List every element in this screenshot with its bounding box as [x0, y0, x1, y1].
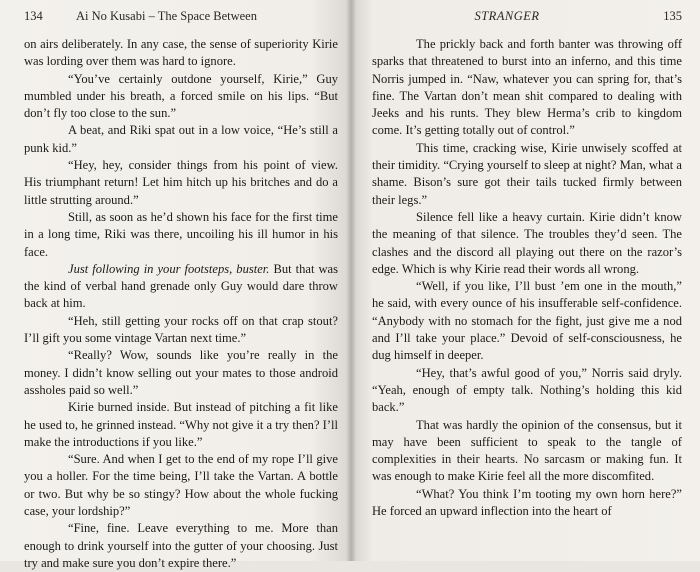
paragraph: The prickly back and forth banter was throwing off sparks that threatened to burst into an inferno, and this time Norris jumped in. “Naw, whatever you can spring for, that’s fine. The Vartan don’t mean shit compared to dealing with Jeeks and his runts. They blew Herma’s crib to kingdom come. It’s getting totally out of control.” [372, 37, 682, 138]
italic-phrase: Just following in your footsteps, buster. [68, 261, 270, 276]
paragraph: “Hey, hey, consider things from his point of view. His triumphant return! Let him hitch up his britches and do a little strutting around.” [24, 158, 338, 207]
paragraph: This time, cracking wise, Kirie unwisely scoffed at their timidity. “Crying yourself to sleep at night? Man, what a shame. Bison’s sure got their tails tucked firmly between their legs.” [372, 140, 683, 207]
paragraph: A beat, and Riki spat out in a low voice, “He’s still a punk kid.” [24, 123, 338, 155]
paragraph: on airs deliberately. In any case, the sense of superiority Kirie was lording over them was hard to ignore. [24, 37, 338, 69]
left-page-header [24, 8, 338, 27]
paragraph: Silence fell like a heavy curtain. Kirie didn’t know the meaning of that silence. The troubles they’d seen. The clashes and the discord all playing out there on the razor’s edge. Which is why Kirie read their words all wrong. [372, 209, 682, 276]
paragraph: “Well, if you like, I’ll bust ’em one in the mouth,” he said, with every ounce of his insufferable self-confidence. “Anybody with no stomach for the fight, just give me a nod and I’ll take your place.” Devoid of self-consciousness, he dug himself in deeper. [372, 279, 682, 363]
right-page [352, 0, 700, 561]
paragraph-text: But that was the kind of verbal hand grenade only Guy would dare throw back at him. [24, 261, 339, 311]
paragraph: Kirie burned inside. But instead of pitching a fit like he used to, he grinned instead. “Why not give it a try then? I’ll make the introductions if you like.” [24, 400, 338, 449]
right-page-body [372, 36, 682, 520]
right-page-header [372, 8, 682, 27]
left-page-body [24, 36, 338, 572]
paragraph: “Fine, fine. Leave everything to me. More than enough to drink yourself into the gutter of your choosing. Just try and make sure you don’t expire there.” [24, 521, 338, 570]
paragraph: “Really? Wow, sounds like you’re really in the money. I didn’t know selling out your mates to those android assholes paid so well.” [24, 348, 338, 397]
paragraph: “Sure. And when I get to the end of my rope I’ll give you a holler. For the time being, I’ll take the Vartan. A bottle or two. But why be so stingy? How about the whole fucking case, your lordship?” [24, 452, 338, 519]
right-running-head: STRANGER [474, 9, 540, 23]
left-page-number: 134 [24, 9, 43, 23]
paragraph: “Heh, still getting your rocks off on that crap stout? I’ll gift you some vintage Vartan next time.” [24, 313, 338, 346]
paragraph: Still, as soon as he’d shown his face for the first time in a long time, Riki was there, uncoiling his ill humor in his face. [24, 209, 338, 259]
paragraph [24, 261, 338, 313]
paragraph: “What? You think I’m tooting my own horn here?” He forced an upward inflection into the heart of [372, 486, 682, 519]
paragraph: “Hey, that’s awful good of you,” Norris said dryly. “Yeah, enough of empty talk. Nothing’s holding this kid back.” [372, 365, 682, 415]
right-page-number: 135 [663, 9, 682, 23]
left-header-title: Ai No Kusabi – The Space Between [76, 9, 257, 23]
paragraph: That was hardly the opinion of the consensus, but it may have been sufficient to speak to the tangle of complexities in their hearts. No sarcasm or making fun. It was enough to make Kirie feel all the more discomfited. [372, 417, 682, 484]
paragraph: “You’ve certainly outdone yourself, Kirie,” Guy mumbled under his breath, a forced smile on his lips. “But don’t fly too close to the sun.” [24, 71, 338, 121]
